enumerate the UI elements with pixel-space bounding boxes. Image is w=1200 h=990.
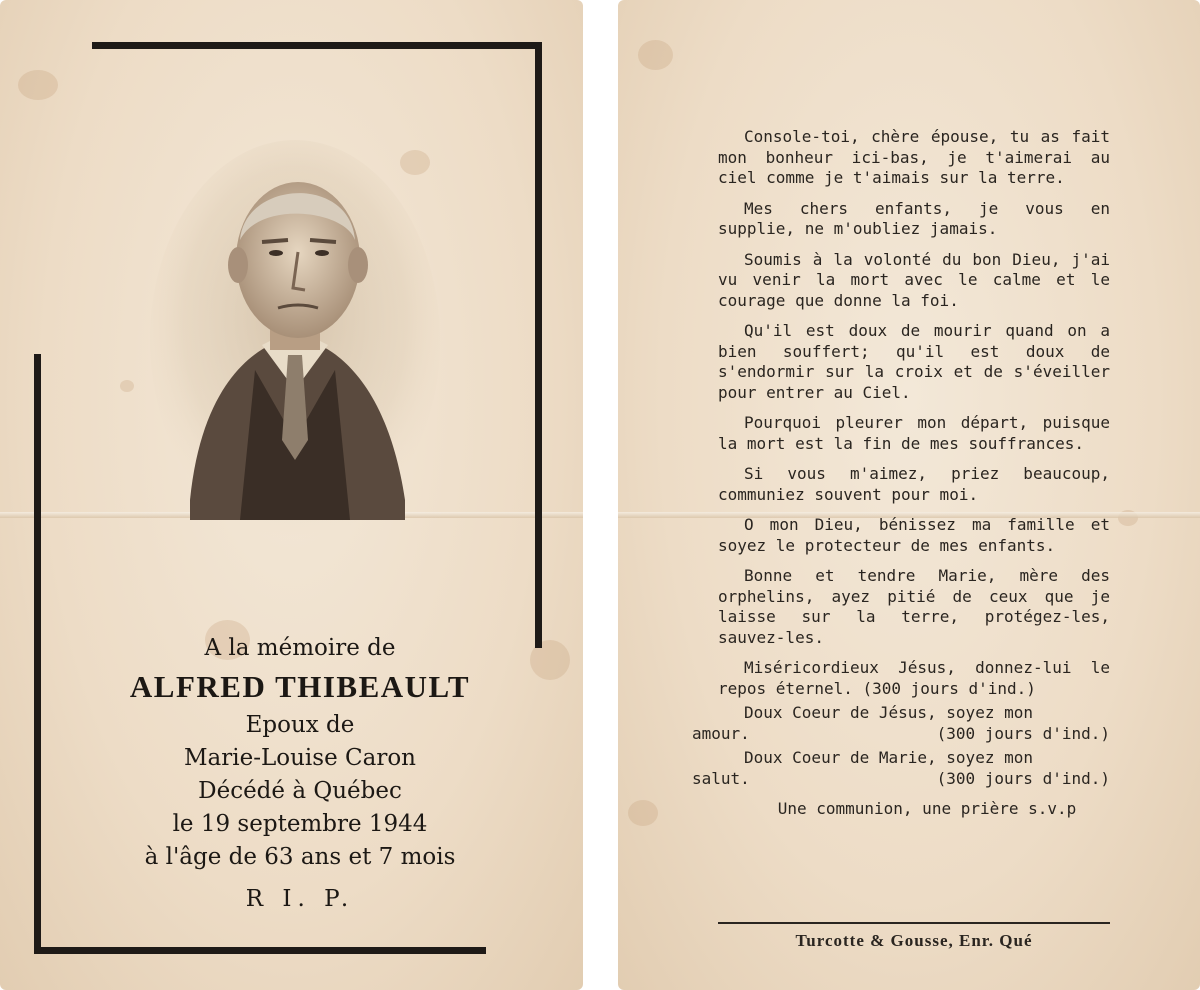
deceased-name: ALFRED THIBEAULT bbox=[129, 669, 471, 704]
death-place: Décédé à Québec bbox=[198, 778, 402, 804]
indulgence-note: (300 jours d'ind.) bbox=[936, 768, 1110, 788]
rip-text: R I. P. bbox=[245, 886, 355, 912]
prayer-paragraph: Si vous m'aimez, priez beaucoup, communiez souvent pour moi. bbox=[718, 464, 1110, 504]
prayer-paragraph: Bonne et tendre Marie, mère des orphelins, ayez pitié de ceux que je laisse sur la terre, protégez-les, sauvez-les. bbox=[718, 566, 1110, 647]
spouse-line: Epoux de bbox=[245, 712, 355, 738]
invocation-marie-text: Doux Coeur de Marie, soyez mon bbox=[744, 748, 1033, 767]
prayer-paragraph: Soumis à la volonté du bon Dieu, j'ai vu venir la mort avec le calme et le courage que donne la foi. bbox=[718, 249, 1110, 310]
border-bottom bbox=[34, 947, 486, 954]
prayer-paragraph: Qu'il est doux de mourir quand on a bien souffert; qu'il est doux de s'endormir sur la croix et de s'éveiller pour entrer au Ciel. bbox=[718, 321, 1110, 402]
prayer-paragraph: Mes chers enfants, je vous en supplie, ne m'oubliez jamais. bbox=[718, 198, 1110, 238]
invocation-marie bbox=[692, 748, 1110, 789]
memorial-inscription bbox=[40, 632, 560, 912]
prayer-paragraph: Miséricordieux Jésus, donnez-lui le repos éternel. (300 jours d'ind.) bbox=[718, 658, 1110, 698]
memory-line: A la mémoire de bbox=[204, 635, 396, 661]
invocation-jesus-text: Doux Coeur de Jésus, soyez mon bbox=[744, 703, 1033, 722]
portrait-photo bbox=[150, 140, 440, 540]
death-date: le 19 septembre 1944 bbox=[172, 811, 428, 837]
memorial-card-front bbox=[0, 0, 583, 990]
spouse-name: Marie-Louise Caron bbox=[184, 745, 416, 771]
divider-line bbox=[718, 922, 1110, 924]
invocation-jesus bbox=[692, 703, 1110, 744]
prayer-paragraph: O mon Dieu, bénissez ma famille et soyez le protecteur de mes enfants. bbox=[718, 515, 1110, 555]
prayer-paragraph: Pourquoi pleurer mon départ, puisque la mort est la fin de mes souffrances. bbox=[718, 413, 1110, 453]
prayer-text bbox=[692, 127, 1110, 830]
memorial-card-back bbox=[618, 0, 1200, 990]
printer-credit: Turcotte & Gousse, Enr. Qué bbox=[795, 931, 1033, 950]
border-top bbox=[92, 42, 542, 49]
invocation-marie-end: salut. bbox=[692, 768, 750, 788]
prayer-paragraph: Console-toi, chère épouse, tu as fait mon bonheur ici-bas, je t'aimerai au ciel comme je t'aimais sur la terre. bbox=[718, 127, 1110, 187]
border-right bbox=[535, 42, 542, 648]
closing-request: Une communion, une prière s.v.p bbox=[777, 799, 1077, 818]
indulgence-note: (300 jours d'ind.) bbox=[936, 723, 1110, 743]
invocation-jesus-end: amour. bbox=[692, 723, 750, 743]
age-at-death: à l'âge de 63 ans et 7 mois bbox=[144, 844, 456, 870]
